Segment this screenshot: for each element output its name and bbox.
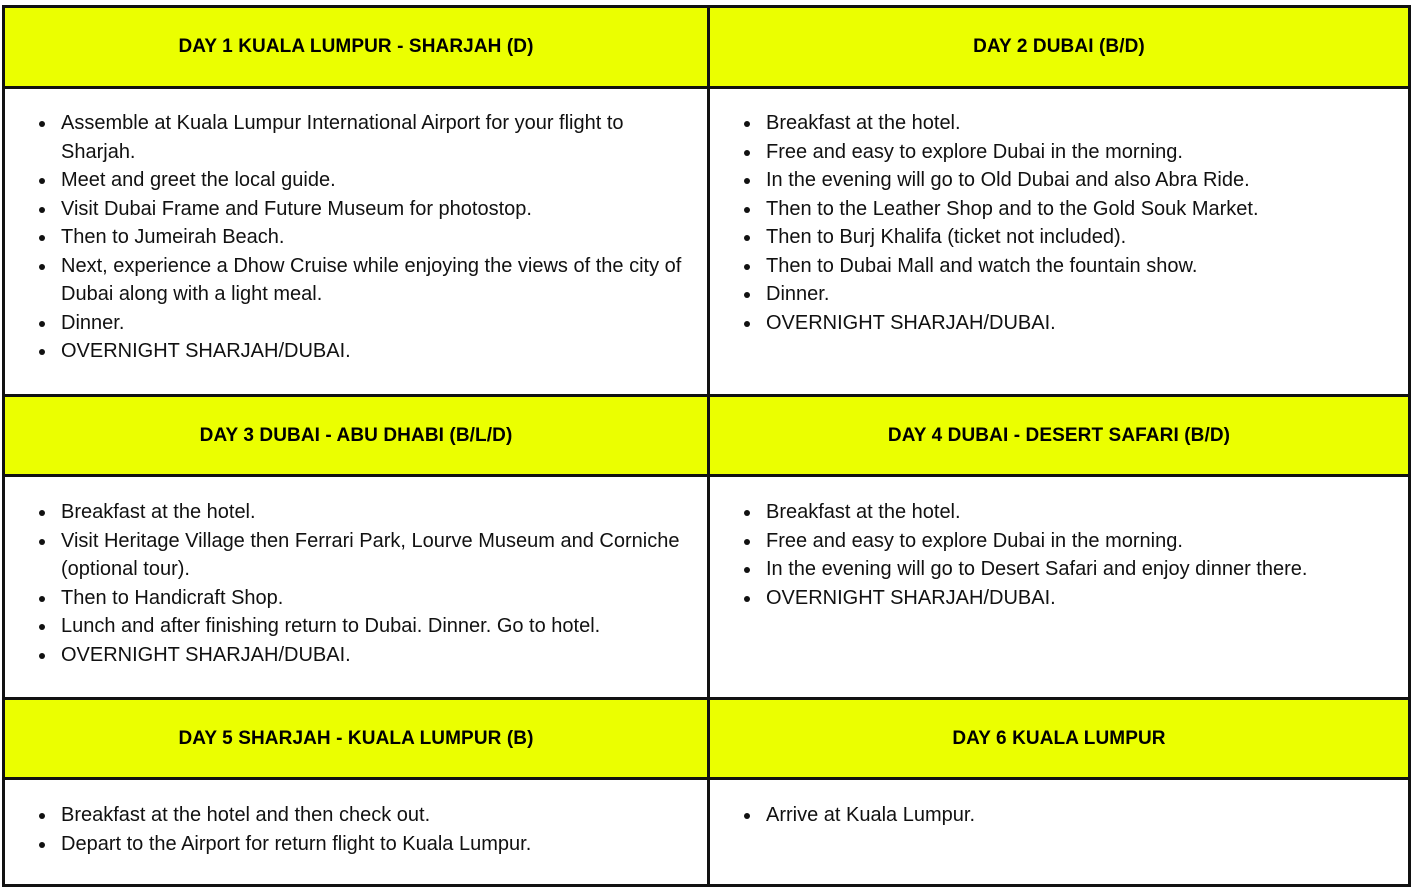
list-item: Depart to the Airport for return flight to Kuala Lumpur.	[5, 830, 707, 859]
list-item: Meet and greet the local guide.	[5, 166, 707, 195]
list-item: Breakfast at the hotel.	[710, 109, 1408, 138]
itinerary-table	[2, 5, 1411, 887]
day-2-activities	[710, 89, 1408, 394]
list-item: Free and easy to explore Dubai in the morning.	[710, 138, 1408, 167]
list-item: Then to Dubai Mall and watch the fountain show.	[710, 252, 1408, 281]
list-item: Dinner.	[710, 280, 1408, 309]
list-item: Then to Jumeirah Beach.	[5, 223, 707, 252]
day-5-header	[5, 700, 707, 777]
row-divider	[5, 697, 1408, 700]
row-divider	[5, 394, 1408, 397]
row-divider	[5, 86, 1408, 89]
day-4-header	[710, 397, 1408, 474]
list-item: Then to Burj Khalifa (ticket not included).	[710, 223, 1408, 252]
list-item: OVERNIGHT SHARJAH/DUBAI.	[710, 309, 1408, 338]
day-3-activities	[5, 477, 707, 697]
list-item: Visit Dubai Frame and Future Museum for photostop.	[5, 195, 707, 224]
list-item: Breakfast at the hotel.	[710, 498, 1408, 527]
list-item: In the evening will go to Desert Safari and enjoy dinner there.	[710, 555, 1408, 584]
day-5-title: DAY 5 SHARJAH - KUALA LUMPUR (B)	[178, 727, 534, 749]
list-item: Visit Heritage Village then Ferrari Park, Lourve Museum and Corniche (optional tour).	[5, 527, 707, 584]
list-item: Then to Handicraft Shop.	[5, 584, 707, 613]
day-6-activities	[710, 780, 1408, 884]
day-5-activities	[5, 780, 707, 884]
list-item: Breakfast at the hotel.	[5, 498, 707, 527]
list-item: Then to the Leather Shop and to the Gold Souk Market.	[710, 195, 1408, 224]
list-item: Lunch and after finishing return to Dubai. Dinner. Go to hotel.	[5, 612, 707, 641]
row-divider	[5, 777, 1408, 780]
list-item: OVERNIGHT SHARJAH/DUBAI.	[710, 584, 1408, 613]
column-divider	[707, 8, 710, 884]
day-6-title: DAY 6 KUALA LUMPUR	[952, 727, 1166, 749]
day-2-title: DAY 2 DUBAI (B/D)	[973, 36, 1145, 57]
day-1-header	[5, 8, 707, 86]
list-item: OVERNIGHT SHARJAH/DUBAI.	[5, 641, 707, 670]
list-item: Dinner.	[5, 309, 707, 338]
day-1-activities	[5, 89, 707, 394]
list-item: OVERNIGHT SHARJAH/DUBAI.	[5, 337, 707, 366]
day-6-header	[710, 700, 1408, 777]
day-4-activities	[710, 477, 1408, 697]
list-item: Free and easy to explore Dubai in the morning.	[710, 527, 1408, 556]
list-item: Assemble at Kuala Lumpur International Airport for your flight to Sharjah.	[5, 109, 707, 166]
day-3-header	[5, 397, 707, 474]
list-item: Arrive at Kuala Lumpur.	[710, 801, 1408, 830]
day-3-title: DAY 3 DUBAI - ABU DHABI (B/L/D)	[199, 424, 513, 446]
list-item: Breakfast at the hotel and then check out.	[5, 801, 707, 830]
row-divider	[5, 474, 1408, 477]
list-item: Next, experience a Dhow Cruise while enjoying the views of the city of Dubai along with a light meal.	[5, 252, 707, 309]
day-1-title: DAY 1 KUALA LUMPUR - SHARJAH (D)	[178, 36, 534, 57]
list-item: In the evening will go to Old Dubai and also Abra Ride.	[710, 166, 1408, 195]
day-4-title: DAY 4 DUBAI - DESERT SAFARI (B/D)	[887, 424, 1231, 446]
day-2-header	[710, 8, 1408, 86]
